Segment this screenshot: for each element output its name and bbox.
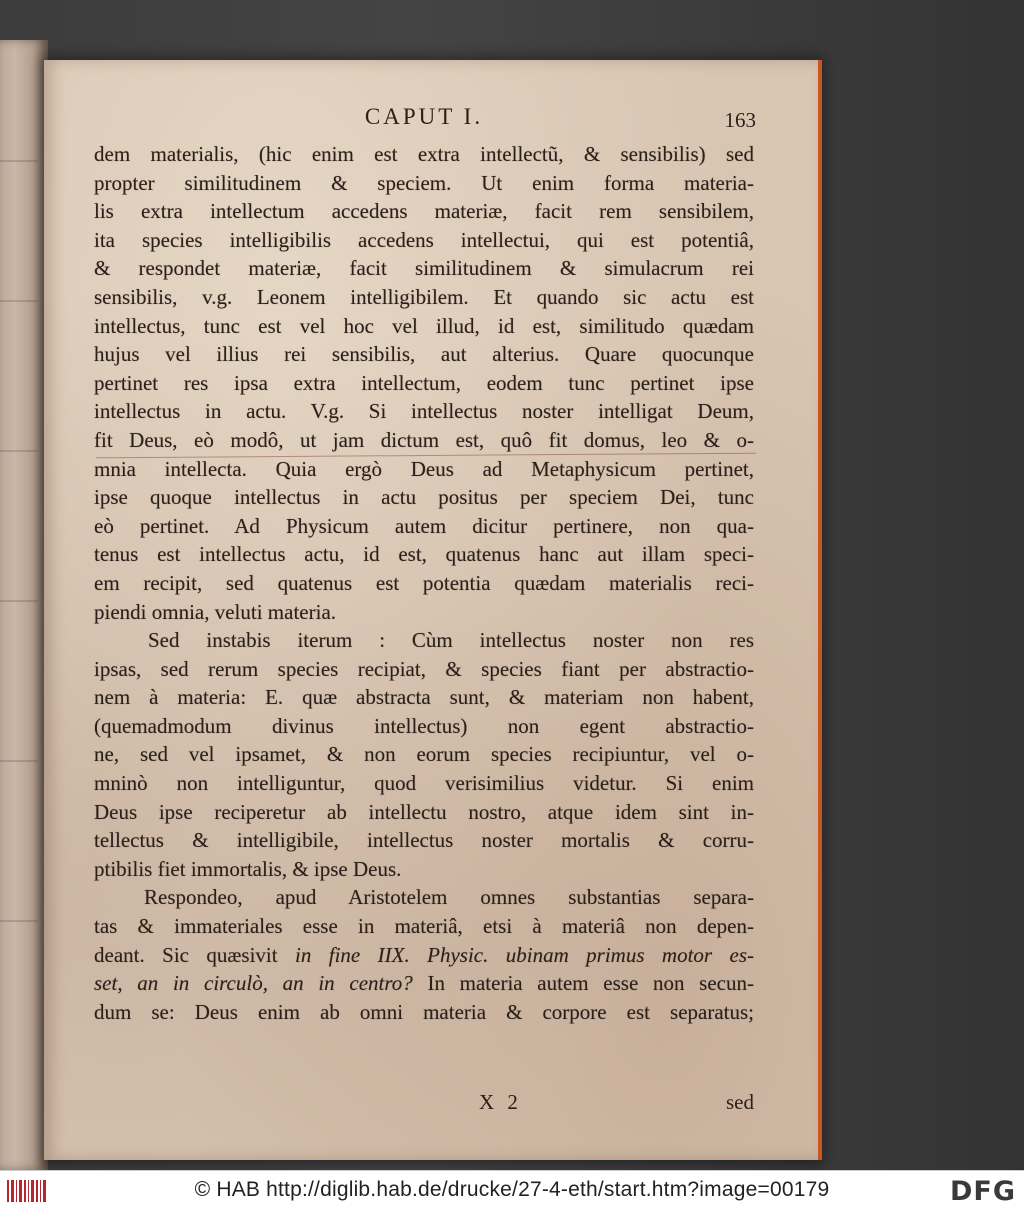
text-line: ita species intelligibilis accedens intellectui, qui est potentiâ, (94, 227, 754, 252)
text-line: tellectus & intelligibile, intellectus noster mortalis & corru- (94, 828, 754, 853)
text-line: Sed instabis iterum : Cùm intellectus noster non res (148, 628, 754, 653)
text-line: tas & immateriales esse in materiâ, etsi à materiâ non depen- (94, 914, 754, 939)
text-line: mninò non intelliguntur, quod verisimilius videtur. Si enim (94, 771, 754, 796)
text-line: dum se: Deus enim ab omni materia & corpore est separatus; (94, 999, 754, 1024)
text-line: hujus vel illius rei sensibilis, aut alterius. Quare quocunque (94, 342, 754, 367)
text-line: sensibilis, v.g. Leonem intelligibilem. Et quando sic actu est (94, 284, 754, 309)
text-line: tenus est intellectus actu, id est, quatenus hanc aut illam speci- (94, 542, 754, 567)
text-line: fit Deus, eò modô, ut jam dictum est, quô fit domus, leo & o- (94, 427, 754, 452)
signature-mark: X 2 (479, 1090, 522, 1114)
text-segment: deant. Sic quæsivit (94, 942, 278, 967)
text-line: ipsas, sed rerum species recipiat, & species fiant per abstractio- (94, 656, 754, 681)
text-line: eò pertinet. Ad Physicum autem dicitur pertinere, non qua- (94, 513, 754, 538)
text-line: nem à materia: E. quæ abstracta sunt, & materiam non habent, (94, 685, 754, 710)
text-line: ptibilis fiet immortalis, & ipse Deus. (94, 856, 402, 881)
text-line: propter similitudinem & speciem. Ut enim forma materia- (94, 170, 754, 195)
page-number: 163 (724, 108, 756, 132)
text-line: dem materialis, (hic enim est extra intellectũ, & sensibilis) sed (94, 142, 754, 166)
book-page (44, 60, 822, 1160)
text-line: piendi omnia, veluti materia. (94, 599, 337, 624)
text-line: pertinet res ipsa extra intellectum, eodem tunc pertinet ipse (94, 370, 754, 395)
text-line: ne, sed vel ipsamet, & non eorum species recipiuntur, vel o- (94, 742, 754, 767)
text-line: Deus ipse reciperetur ab intellectu nostro, atque idem sint in- (94, 799, 754, 824)
catchword: sed (726, 1090, 754, 1114)
text-segment: In materia autem esse non secun- (412, 971, 754, 996)
footer-bar (0, 1170, 1024, 1209)
text-line-mixed (94, 941, 754, 970)
source-link[interactable]: © HAB http://diglib.hab.de/drucke/27-4-eth/start.htm?image=00179 (194, 1178, 830, 1201)
text-line-mixed (94, 969, 754, 998)
text-line: em recipit, sed quatenus est potentia quædam materialis reci- (94, 570, 754, 595)
italic-citation: in fine IIX. Physic. ubinam primus motor es- (295, 942, 754, 967)
text-block (94, 140, 754, 1026)
dfg-logo: DFG (949, 1176, 1016, 1207)
text-line: Respondeo, apud Aristotelem omnes substantias separa- (144, 885, 754, 910)
text-line: (quemadmodum divinus intellectus) non egent abstractio- (94, 713, 754, 738)
italic-citation: set, an in circulò, an in centro? (94, 971, 413, 996)
text-line: intellectus in actu. V.g. Si intellectus noster intelligat Deum, (94, 399, 754, 424)
running-head (104, 104, 756, 136)
running-head-title: CAPUT I. (364, 104, 484, 129)
text-line: mnia intellecta. Quia ergò Deus ad Metaphysicum pertinet, (94, 456, 754, 481)
text-line: lis extra intellectum accedens materiæ, facit rem sensibilem, (94, 199, 754, 224)
text-line: & respondet materiæ, facit similitudinem & simulacrum rei (94, 256, 754, 281)
text-line: ipse quoque intellectus in actu positus per speciem Dei, tunc (94, 485, 754, 510)
text-line: intellectus, tunc est vel hoc vel illud, id est, similitudo quædam (94, 313, 754, 338)
page-foot (94, 1090, 754, 1120)
